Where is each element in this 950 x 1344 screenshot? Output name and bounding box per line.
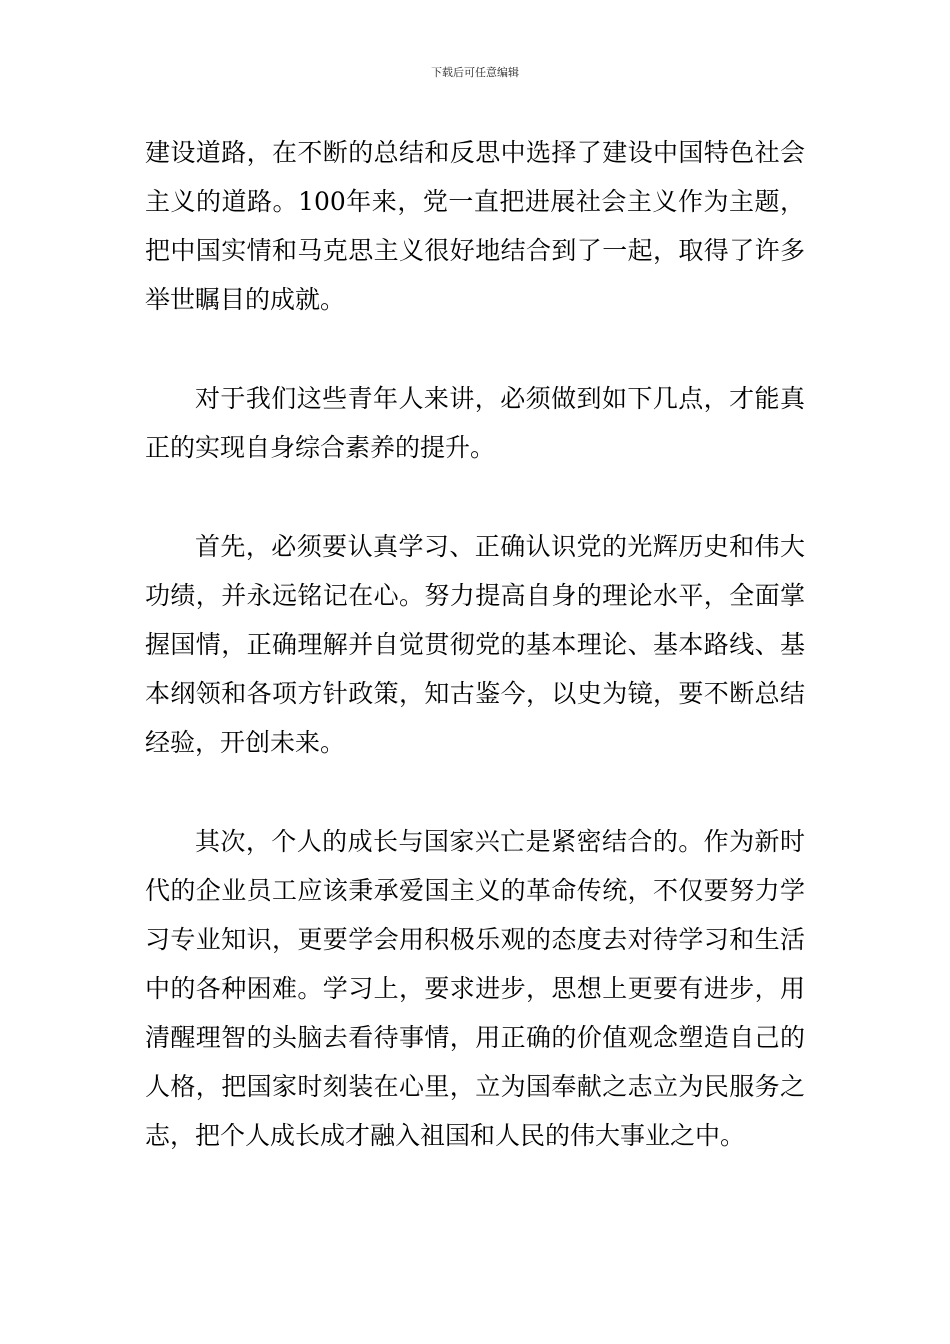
header-note: 下载后可任意编辑 [431, 66, 519, 79]
paragraph-first-point: 首先，必须要认真学习、正确认识党的光辉历史和伟大功绩，并永远铭记在心。努力提高自身的理论水平，全面掌握国情，正确理解并自觉贯彻党的基本理论、基本路线、基本纲领和各项方针政策，知古鉴今，以史为镜，要不断总结经验，开创未来。 [145, 532, 805, 757]
paragraph-youth-points: 对于我们这些青年人来讲，必须做到如下几点，才能真正的实现自身综合素养的提升。 [145, 384, 805, 462]
paragraph-continuation: 建设道路，在不断的总结和反思中选择了建设中国特色社会主义的道路。100年来，党一直把进展社会主义作为主题，把中国实情和马克思主义很好地结合到了一起，取得了许多举世瞩目的成就。 [145, 138, 805, 314]
document-body [145, 128, 805, 1160]
paragraph-second-point: 其次，个人的成长与国家兴亡是紧密结合的。作为新时代的企业员工应该秉承爱国主义的革命传统，不仅要努力学习专业知识，更要学会用积极乐观的态度去对待学习和生活中的各种困难。学习上，要求进步，思想上更要有进步，用清醒理智的头脑去看待事情，用正确的价值观念塑造自己的人格，把国家时刻装在心里，立为国奉献之志立为民服务之志，把个人成长成才融入祖国和人民的伟大事业之中。 [145, 827, 805, 1150]
